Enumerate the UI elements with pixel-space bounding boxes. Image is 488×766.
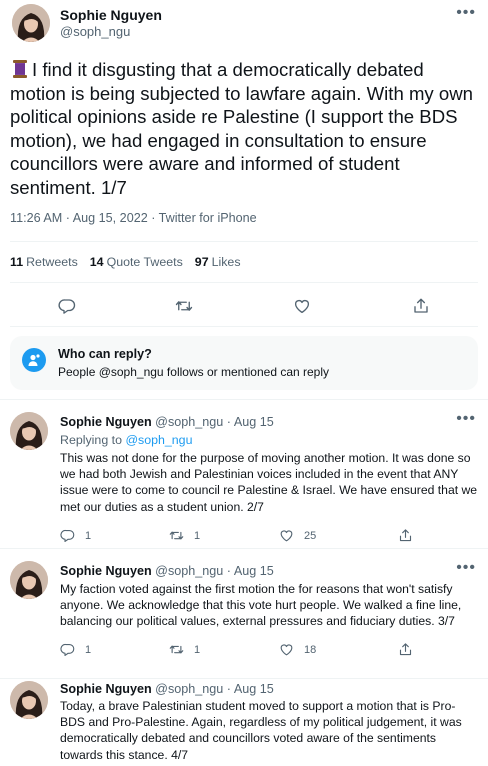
like-icon <box>279 642 294 657</box>
reply-date[interactable]: Aug 15 <box>233 682 274 696</box>
avatar[interactable] <box>10 412 48 450</box>
dot-separator: · <box>226 415 231 429</box>
dot-separator: · <box>226 682 231 696</box>
retweet-icon[interactable] <box>173 296 195 316</box>
author-name[interactable]: Sophie Nguyen <box>60 7 162 23</box>
tweet-actions <box>0 296 488 316</box>
more-options-icon[interactable]: ••• <box>456 559 476 576</box>
tweet-stats <box>10 255 241 269</box>
replying-to: Replying to @soph_ngu <box>60 433 193 447</box>
divider <box>10 282 478 283</box>
author-handle[interactable]: @soph_ngu <box>155 415 224 429</box>
reply-text: This was not done for the purpose of moving another motion. It was done so we had both Jewish and Palestinian voices included in the event that ANY issue were to come to council re Palestine & Israel. We have ensured that we met our duties as a student union. 2/7 <box>60 451 478 514</box>
reply-text: My faction voted against the first motion the for reasons that won't satisfy anyone. We acknowledge that this vote hurt people. We walked a fine line, balancing our political values, external pressures and fiduciary duties. 3/7 <box>60 582 462 629</box>
like-icon <box>279 528 294 543</box>
avatar[interactable] <box>10 681 48 719</box>
share-icon[interactable] <box>410 296 432 316</box>
reply-icon <box>60 528 75 543</box>
tweet-timestamp[interactable]: 11:26 AM · Aug 15, 2022 <box>10 211 148 225</box>
author-name[interactable]: Sophie Nguyen <box>60 415 152 429</box>
share-icon <box>398 642 413 657</box>
reply-icon[interactable] <box>56 296 78 316</box>
reply-icon <box>60 642 75 657</box>
author-name[interactable]: Sophie Nguyen <box>60 564 152 578</box>
share-button[interactable] <box>398 528 413 543</box>
retweet-icon <box>169 642 184 657</box>
author-handle[interactable]: @soph_ngu <box>60 24 131 39</box>
tweet-body: I find it disgusting that a democratically debated motion is being subjected to lawfare again. With my own political opinions aside re Palestine (I support the BDS motion), we had engaged in consultation to ensure councillors were aware and informed of student sentiment. 1/7 <box>10 59 474 198</box>
retweet-button[interactable]: 1 <box>169 642 200 657</box>
share-icon <box>398 528 413 543</box>
tweet-metadata <box>10 211 257 225</box>
retweet-button[interactable]: 1 <box>169 528 200 543</box>
like-button[interactable]: 18 <box>279 642 316 657</box>
more-options-icon[interactable]: ••• <box>456 410 476 427</box>
tweet-text <box>10 58 478 199</box>
retweets-stat[interactable]: 11 Retweets <box>10 255 78 269</box>
reply-actions <box>60 642 478 658</box>
reply-tweet[interactable] <box>0 400 488 549</box>
more-options-icon[interactable]: ••• <box>456 4 476 21</box>
reply-date[interactable]: Aug 15 <box>233 564 274 578</box>
quote-tweets-stat[interactable]: 14 Quote Tweets <box>89 255 183 269</box>
source-separator: · <box>147 211 159 225</box>
spool-of-thread-icon <box>10 59 30 79</box>
reply-actions <box>60 528 478 544</box>
share-button[interactable] <box>398 642 413 657</box>
who-can-reply-panel <box>10 336 478 390</box>
avatar[interactable] <box>12 4 50 42</box>
reply-tweet[interactable] <box>0 679 488 766</box>
dot-separator: · <box>226 564 231 578</box>
author-handle[interactable]: @soph_ngu <box>155 682 224 696</box>
reply-header <box>60 682 274 696</box>
reply-header <box>60 415 274 429</box>
reply-button[interactable]: 1 <box>60 528 91 543</box>
who-can-reply-title: Who can reply? <box>58 347 152 361</box>
retweet-icon <box>169 528 184 543</box>
reply-date[interactable]: Aug 15 <box>233 415 274 429</box>
reply-tweet[interactable] <box>0 549 488 679</box>
mention-user-icon <box>22 348 46 372</box>
reply-header <box>60 564 274 578</box>
reply-button[interactable]: 1 <box>60 642 91 657</box>
avatar[interactable] <box>10 561 48 599</box>
author-name[interactable]: Sophie Nguyen <box>60 682 152 696</box>
divider <box>10 241 478 242</box>
reply-text: Today, a brave Palestinian student moved to support a motion that is Pro-BDS and Pro-Palestine. Again, regardless of my political judgement, it was democratically debated and councillors voted aware of the sentiments towards this stance. 4/7 <box>60 699 462 762</box>
tweet-source[interactable]: Twitter for iPhone <box>158 211 257 225</box>
author-handle[interactable]: @soph_ngu <box>155 564 224 578</box>
likes-stat[interactable]: 97 Likes <box>194 255 241 269</box>
who-can-reply-description: People @soph_ngu follows or mentioned can reply <box>58 365 330 379</box>
like-button[interactable]: 25 <box>279 528 316 543</box>
replying-to-handle[interactable]: @soph_ngu <box>125 433 193 447</box>
like-icon[interactable] <box>291 296 313 316</box>
divider <box>10 326 478 327</box>
